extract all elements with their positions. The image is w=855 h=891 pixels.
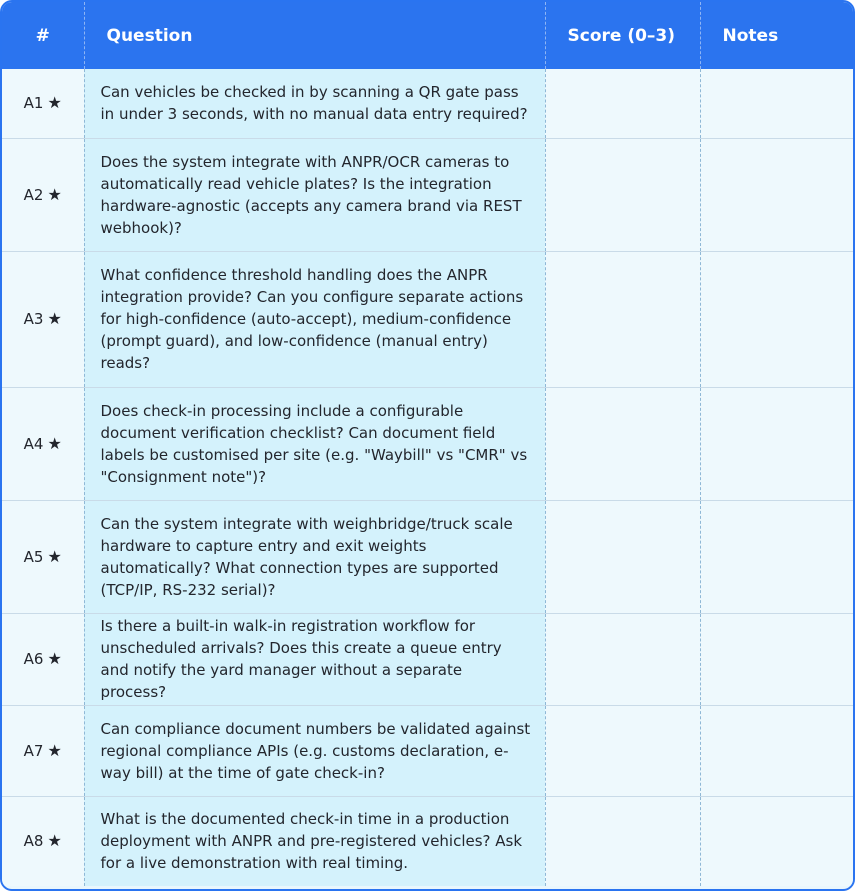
row-id-cell xyxy=(2,796,84,886)
row-id-cell xyxy=(2,69,84,138)
row-id: A2 xyxy=(23,185,44,204)
score-cell[interactable] xyxy=(545,138,700,251)
row-id: A3 xyxy=(23,310,44,328)
table-row xyxy=(2,387,853,500)
question-cell: Does check-in processing include a configurable document verification checklist? Can document field labels be customised per site (e.g. "Waybill" vs "CMR" vs "Consignment note")? xyxy=(84,387,545,500)
header-number: # xyxy=(2,2,84,69)
header-score: Score (0–3) xyxy=(545,2,700,69)
star-icon: ★ xyxy=(47,740,62,760)
row-id-cell xyxy=(2,138,84,251)
table-row xyxy=(2,251,853,387)
header-notes: Notes xyxy=(722,25,779,46)
notes-cell[interactable] xyxy=(700,138,853,251)
question-cell: Can vehicles be checked in by scanning a QR gate pass in under 3 seconds, with no manual data entry required? xyxy=(84,69,545,138)
table-header-row xyxy=(2,2,853,69)
notes-cell[interactable] xyxy=(700,251,853,387)
table-row xyxy=(2,613,853,705)
score-cell[interactable] xyxy=(545,613,700,705)
row-id: A5 xyxy=(23,547,44,566)
question-cell: Does the system integrate with ANPR/OCR cameras to automatically read vehicle plates? Is the integration hardware-agnostic (accepts any camera brand via REST webhook)? xyxy=(84,138,545,251)
question-cell: What is the documented check-in time in a production deployment with ANPR and pre-registered vehicles? Ask for a live demonstration with real timing. xyxy=(84,796,545,886)
score-cell[interactable] xyxy=(545,387,700,500)
star-icon: ★ xyxy=(47,831,62,851)
row-id: A4 xyxy=(23,434,44,453)
notes-cell[interactable] xyxy=(700,387,853,500)
row-id: A6 xyxy=(23,650,44,668)
row-id: A8 xyxy=(23,832,44,851)
notes-cell[interactable] xyxy=(700,613,853,705)
question-cell: Can the system integrate with weighbridge/truck scale hardware to capture entry and exit weights automatically? What connection types are supported (TCP/IP, RS-232 serial)? xyxy=(84,500,545,613)
notes-cell[interactable] xyxy=(700,69,853,138)
row-id-cell xyxy=(2,705,84,796)
score-cell[interactable] xyxy=(545,69,700,138)
star-icon: ★ xyxy=(47,649,62,668)
score-cell[interactable] xyxy=(545,705,700,796)
question-cell: Can compliance document numbers be validated against regional compliance APIs (e.g. customs declaration, e-way bill) at the time of gate check-in? xyxy=(84,705,545,796)
table-row xyxy=(2,138,853,251)
star-icon: ★ xyxy=(47,309,62,328)
score-cell[interactable] xyxy=(545,251,700,387)
table-row xyxy=(2,705,853,796)
header-question: Question xyxy=(84,2,545,69)
row-id-cell xyxy=(2,251,84,387)
table-row xyxy=(2,796,853,886)
score-cell[interactable] xyxy=(545,796,700,886)
score-cell[interactable] xyxy=(545,500,700,613)
question-cell: Is there a built-in walk-in registration workflow for unscheduled arrivals? Does this create a queue entry and notify the yard manager without a separate process? xyxy=(84,613,545,705)
notes-cell[interactable] xyxy=(700,705,853,796)
table-row xyxy=(2,69,853,138)
row-id: A1 xyxy=(23,94,44,113)
notes-cell[interactable] xyxy=(700,500,853,613)
star-icon: ★ xyxy=(47,93,62,113)
star-icon: ★ xyxy=(47,546,62,566)
row-id: A7 xyxy=(23,741,44,760)
notes-cell[interactable] xyxy=(700,796,853,886)
row-id-cell xyxy=(2,500,84,613)
table-row xyxy=(2,500,853,613)
question-cell: What confidence threshold handling does the ANPR integration provide? Can you configure separate actions for high-confidence (auto-accept), medium-confidence (prompt guard), and low-confidence (manual entry) reads? xyxy=(84,251,545,387)
star-icon: ★ xyxy=(47,184,62,204)
star-icon: ★ xyxy=(47,433,62,453)
row-id-cell xyxy=(2,387,84,500)
evaluation-table xyxy=(2,2,853,886)
row-id-cell xyxy=(2,613,84,705)
